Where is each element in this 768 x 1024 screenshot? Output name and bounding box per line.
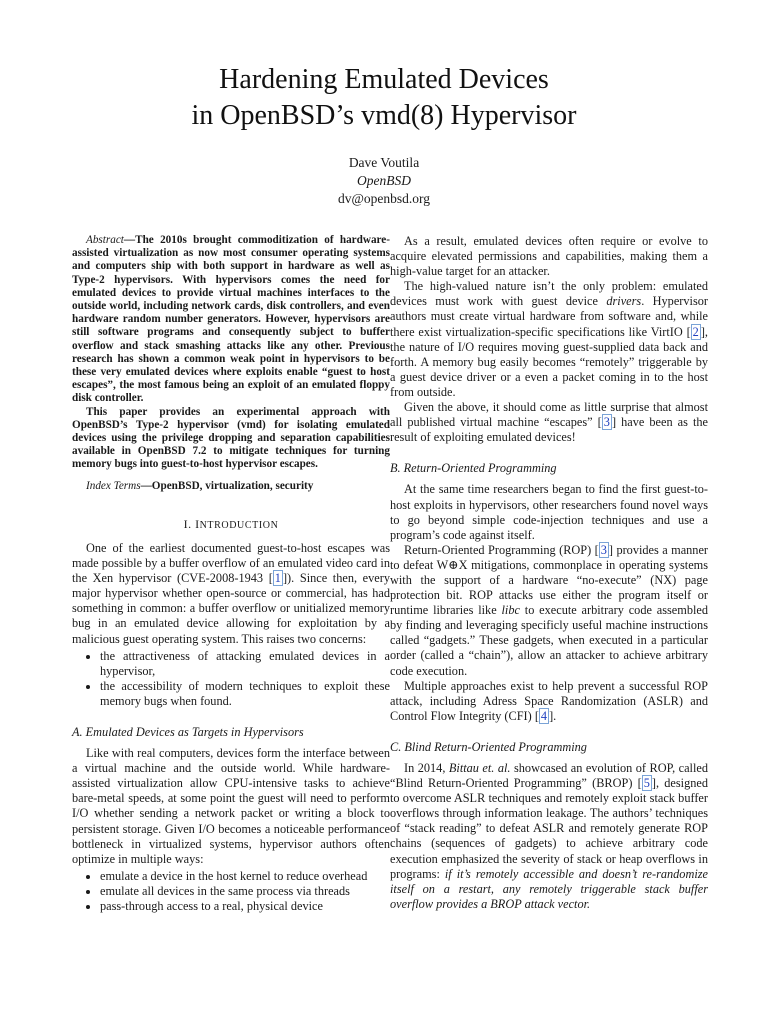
section-number: I. I [183, 516, 200, 531]
abstract-paragraph-2: This paper provides an experimental approach with OpenBSD’s Type-2 hypervisor (vmd) for isolating emulated devices using the privilege dropping and separation capabilities available in OpenBSD 7.2 to mitigate techniques for turning memory bugs into guest-to-host hypervisor escapes. [72, 405, 390, 471]
subsec-c-paragraph-1 [390, 761, 708, 912]
subsec-b-paragraph-3 [390, 679, 708, 724]
citation-link-2[interactable]: 2 [692, 324, 699, 339]
abstract-label: Abstract [86, 234, 124, 246]
right-p3-text-a: Given the above, it should come as little surprise that almost all published virtual machine “escapes” [ [390, 400, 708, 430]
subsec-b-p3-text-a: Multiple approaches exist to help prevent a successful ROP attack, including Adress Space Randomization (ASLR) and Control Flow Integrity (CFI) [ [390, 678, 708, 723]
index-terms-label: Index Terms [86, 479, 141, 492]
section-name: NTRODUCTION [199, 519, 279, 531]
subsec-b-p2-text-b: ] provides a manner to defeat W⊕X mitigations, commonplace in operating systems with the support of a hardware “no-execute” (NX) page protection bit. ROP attacks use either the program itself or runtime libraries like [390, 542, 709, 618]
intro-text-b: ]). Since then, every major hypervisor whether open-source or commercial, has had something in common: a buffer overflow or unitialized memory bug in an emulated device allowing for exploitation by a malicious guest operating system. This raises two concerns: [72, 571, 390, 646]
right-p2-text-c: ], the nature of I/O requires moving guest-supplied data back and forth. A memory bug easily becomes “remotely” triggerable by a guest device driver or a even a packet coming in to the host from outside. [390, 324, 708, 399]
title-line-1: Hardening Emulated Devices [219, 64, 549, 95]
citation-link-3[interactable]: 3 [603, 415, 610, 430]
list-item: • the attractiveness of attacking emulated devices in a hypervisor, [100, 649, 390, 679]
subsec-c-text-b: showcased an evolution of ROP, called “Blind Return-Oriented Programming” (BROP) [ [390, 761, 708, 791]
intro-paragraph-1 [72, 541, 390, 647]
right-p2-text-a: The high-valued nature isn’t the only problem: emulated devices must work with guest device [390, 279, 708, 309]
right-column [390, 234, 708, 912]
subsection-heading-a: A. Emulated Devices as Targets in Hypervisors [72, 724, 304, 739]
abstract-text-1: —The 2010s brought commoditization of hardware-assisted virtualization as now most consumer operating systems and computers ship with both support in hardware as well as Type-2 hypervisors. With hypervisors comes the need for emulated devices to provide virtual machines interfaces to the outside world, including network cards, disk controllers, and even hardware random number generators. However, hypervisors are still software programs and consequently subject to buffer overflow and stack smashing attacks like any other. Previous research has shown a common weak point in hypervisors to be these very emulated devices where exploits enable “guest to host escapes”, the most famous being an exploit of an emulated floppy disk controller. [72, 234, 390, 405]
intro-bullet-list [72, 649, 390, 709]
subsec-b-p2-text-a: Return-Oriented Programming (ROP) [ [404, 542, 599, 557]
intro-text-a: One of the earliest documented guest-to-host escapes was made possible by a buffer overflow of an emulated video card in the Xen hypervisor (CVE-2008-1943 [ [72, 540, 390, 586]
right-paragraph-3 [390, 400, 708, 445]
abstract-paragraph-1 [72, 234, 390, 406]
right-p2-emphasis: drivers [606, 294, 642, 309]
right-paragraph-2 [390, 279, 708, 400]
citation-link-3b[interactable]: 3 [600, 542, 607, 557]
right-p2-text-b: . Hypervisor authors must create virtual hardware from software and, while there exist virtualization-specific specifications like VirtIO [ [390, 294, 708, 339]
right-paragraph-1: As a result, emulated devices often require or evolve to acquire elevated permissions and capabilities, making them a high-value target for an attacker. [390, 234, 708, 279]
subsec-a-bullet-list [72, 869, 390, 914]
right-p3-text-b: ] have been as the result of exploiting emulated devices! [390, 415, 709, 445]
paper-title [0, 62, 768, 134]
left-column [72, 234, 390, 916]
citation-link-5[interactable]: 5 [643, 776, 650, 791]
subsec-a-paragraph-1: Like with real computers, devices form the interface between a virtual machine and the outside world. While hardware-assisted virtualization allow CPU-intensive tasks to achieve bare-metal speeds, at some point the guest will need to perform I/O whether sending a network packet or writing a block to persistent storage. Given I/O becomes a noticeable performance bottleneck in virtualized systems, hypervisor authors often optimize in multiple ways: [72, 746, 390, 866]
author-name: Dave Voutila [348, 155, 420, 170]
subsec-c-emphasis-2: if it’s remotely accessible and doesn’t re-randomize itself on a restart, any remotely triggerable stack buffer overflow provides a BROP attack vector. [390, 866, 708, 911]
author-block [0, 154, 768, 208]
subsection-heading-b: B. Return-Oriented Programming [390, 461, 557, 476]
subsec-c-text-c: ], designed to overcome ASLR techniques and remotely exploit stack buffer overflows through information leakage. The authors’ techniques of “stack reading” to defeat ASLR and remotely generate ROP chains (sequences of gadgets) to achieve arbitrary code execution emphasized the severity of stack or heap overflows in programs: [390, 776, 708, 881]
author-email: dv@openbsd.org [337, 191, 431, 206]
subsec-b-p2-emphasis: libc [501, 603, 520, 618]
subsec-b-paragraph-2 [390, 543, 708, 679]
list-item: • pass-through access to a real, physical device [100, 899, 390, 914]
citation-link-4[interactable]: 4 [540, 708, 548, 723]
section-heading-introduction [72, 517, 390, 533]
title-line-2: in OpenBSD’s vmd(8) Hypervisor [191, 100, 577, 131]
author-affiliation: OpenBSD [357, 173, 411, 188]
subsec-c-emphasis: Bittau et. al. [448, 761, 511, 775]
index-terms-text: —OpenBSD, virtualization, security [140, 479, 314, 492]
subsec-b-p2-text-c: to execute arbitrary code assembled by finding and leveraging specificly useful machine instructions called “gadgets.” These gadgets, when executed in a particular order (called a “chain”), allow an attacker to achieve arbitrary code execution. [390, 603, 708, 678]
subsec-b-paragraph-1: At the same time researchers began to find the first guest-to-host exploits in hypervisors, other researchers found novel ways to go beyond simple code-injection techniques and use a program’s code against itself. [390, 482, 708, 542]
index-terms [72, 480, 390, 493]
list-item: • the accessibility of modern techniques to exploit these memory bugs when found. [100, 679, 390, 709]
list-item: • emulate all devices in the same process via threads [100, 884, 390, 899]
subsection-heading-c: C. Blind Return-Oriented Programming [390, 739, 587, 754]
subsec-c-text-a: In 2014, [404, 761, 449, 775]
subsec-b-p3-text-b: ]. [549, 708, 557, 723]
list-item: • emulate a device in the host kernel to reduce overhead [100, 869, 390, 884]
citation-link-1[interactable]: 1 [274, 571, 281, 586]
abstract [72, 234, 390, 472]
